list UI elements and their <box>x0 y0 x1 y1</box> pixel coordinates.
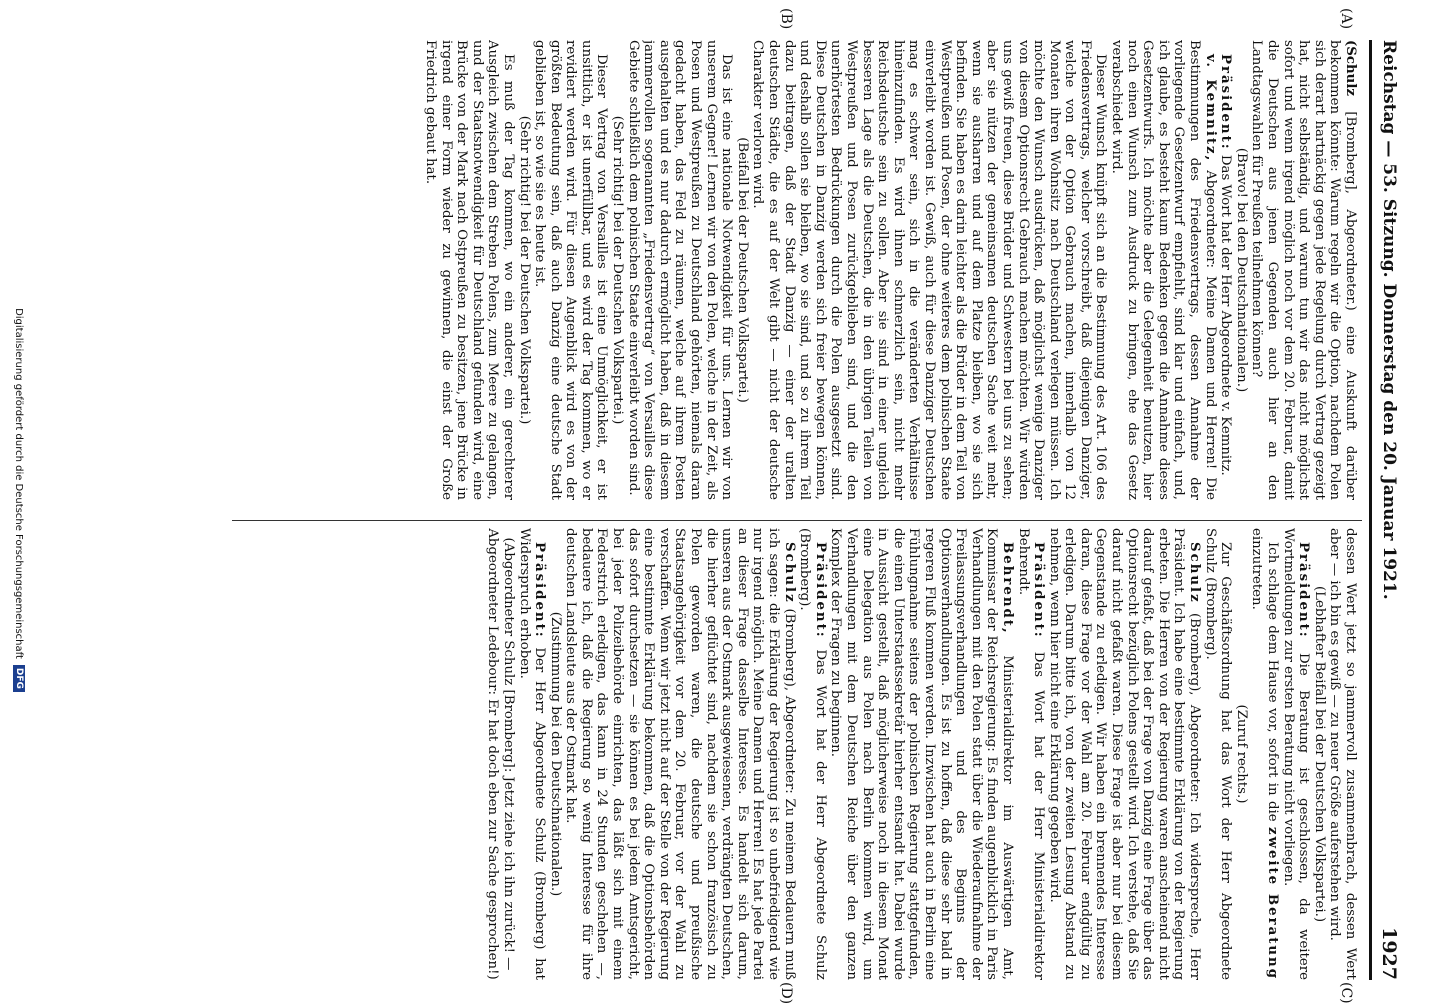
paragraph <box>797 528 828 980</box>
margin-marker-b: (B) <box>778 8 794 30</box>
speaker-name: Schulz <box>1187 542 1203 604</box>
margin-marker-d: (D) <box>778 982 794 1004</box>
margin-marker-c: (C) <box>1338 982 1354 1004</box>
right-column <box>208 528 1358 980</box>
paragraph-text: (Bromberg), Abgeordneter: Zu meinem Bedauern muß ich sagen: die Erklärung der Regierung ist so unbefriedigend wie nur irgend möglich. Meine Damen und Herren! Es hat jede Partei an dieser Frage dasselbe Interesse. Es handelt sich darum, unseren aus der Ostmark ausgewiesenen, verdrängten Deutschen, die hierher geflüchtet sind, nachdem sie schon französisch zu Polen geworden waren, die deutsche und preußische Staatsangehörigkeit vor dem 20. Februar, vor der Wahl zu verschaffen. Wenn wir jetzt nicht auf der Stelle von der Regierung eine bestimmte Erklärung bekommen, daß die Optionsbehörden das sofort durchsetzen — sie können es bei jedem Amtsgericht, bei jeder Polizeibehörde einrichten, das läßt sich mit einem Federstrich erledigen, das kann in 24 Stunden geschehen —, bedauere ich, daß die Regierung so wenig Interesse für ihre deutschen Landsleute aus der Ostmark hat. <box>563 528 797 980</box>
speaker-name: Präsident: <box>1296 542 1312 639</box>
paragraph <box>1249 40 1358 500</box>
reaction: (Abgeordneter Schulz [Bromberg]: Jetzt ziehe ich ihn zurück! — Abgeordneter Ledebour: Er hat doch eben zur Sache gesprochen!) <box>485 528 516 980</box>
paragraph <box>1015 528 1046 980</box>
paragraph <box>1218 40 1234 500</box>
left-column <box>208 40 1358 500</box>
paragraph-text: Das Wort hat der Herr Abgeordnete Schulz (Bromberg). <box>797 528 828 980</box>
speaker-name: Präsident: <box>1218 54 1234 151</box>
paragraph-text: [Bromberg], Abgeordneter.) eine Auskunft darüber bekommen könnte: Warum regeln wir die Option, nachdem Polen sich derart hartnäckig gegen jede Regelung durch Vertrag gezeigt hat, nicht selbständig, und warum tun wir das nicht möglichst sofort und wenn irgend möglich noch vor dem 20. Februar, damit die Deutschen aus jenen Gegenden auch hier an den Landtagswahlen für Preußen teilnehmen können? <box>1249 40 1358 500</box>
page-number: 1927 <box>1378 927 1400 980</box>
paragraph: Dieser Vertrag von Versailles ist eine Unmöglichkeit, er ist unsittlich, er ist unerfüllbar, und es wird der Tag kommen, wo er revidiert werden wird. Für diesen Augenblick wird es von der größten Bedeutung sein, daß auch Danzig eine deutsche Stadt geblieben ist, so wie sie es heute ist. <box>532 40 610 500</box>
paragraph <box>1280 528 1311 980</box>
speaker-name: Behrendt, <box>999 542 1015 635</box>
speaker-name: Schulz <box>781 542 797 604</box>
paragraph-text: Das Wort hat der Herr Abgeordnete v. Kemnitz. <box>1218 154 1234 476</box>
paragraph <box>1046 528 1202 980</box>
reaction: (Sehr richtig! bei der Deutschen Volkspartei.) <box>516 115 532 425</box>
header-rule <box>1369 40 1372 980</box>
column-divider <box>232 520 1362 521</box>
reaction: (Zustimmung bei den Deutschnationalen.) <box>547 611 563 897</box>
paragraph <box>516 528 547 980</box>
paragraph-text: Das Wort hat der Herr Ministerialdirektor Behrendt. <box>1015 528 1047 980</box>
reaction: (Bravo! bei den Deutschnationalen.) <box>1233 147 1249 393</box>
paragraph: Zur Geschäftsordnung hat das Wort der Herr Abgeordnete Schulz (Bromberg). <box>1202 528 1234 980</box>
paragraph-text: Die Beratung ist geschlossen, da weitere Wortmeldungen zur ersten Beratung nicht vorliegen. <box>1280 528 1312 980</box>
reaction: (Sehr richtig! bei der Deutschen Volkspartei.) <box>610 115 626 425</box>
paragraph: Das ist eine nationale Notwendigkeit für uns. Lernen wir von unserem Gegner! Lernen wir von den Polen, welche in der Zeit, als Posen und Westpreußen zu Deutschland gehörten, niemals daran gedacht haben, das Feld zu räumen, welche auf ihrem Posten ausgehalten und es nur dadurch ermöglicht haben, daß in diesem jammervollen sogenannten „Friedensvertrag“ von Versailles diese Gebiete schließlich dem polnischen Staate einverleibt worden sind. <box>625 40 735 500</box>
speaker-name: Präsident: <box>1031 542 1047 639</box>
reaction: (Beifall bei der Deutschen Volkspartei.) <box>734 137 750 403</box>
speaker-name: (Schulz <box>1343 40 1358 96</box>
emphasis: zweite Beratung <box>1265 827 1281 980</box>
paragraph-text: Abgeordneter: Meine Damen und Herren! Die Bestimmungen des Friedensvertrags, dessen Annahme der vorliegende Gesetzentwurf empfiehlt, sind klar und einfach, und, ich glaube, es besteht kaum Bedenken gegen die Annahme dieses Gesetzentwurfs. Ich möchte aber die Gelegenheit benutzen, hier noch einen Wunsch zum Ausdruck zu bringen, ehe das Gesetz verabschiedet wird. <box>1109 40 1218 500</box>
paragraph-text: Ministerialdirektor im Auswärtigen Amt, Kommissar der Reichsregierung: Es finden augenblicklich in Paris Verhandlungen mit den Polen statt über die Wiederaufnahme der Freilassungsverhandlungen und des Beginns der Optionsverhandlungen. Es ist zu hoffen, daß diese sehr bald in regeren Fluß kommen werden. Inzwischen hat auch in Berlin eine Fühlungnahme seitens der polnischen Regierung stattgefunden, die einen Unterstaatssekretär hierher entsandt hat. Dabei wurde in Aussicht gestellt, daß möglicherweise noch in diesem Monat eine Delegation aus Polen nach Berlin kommen wird, um Verhandlungen mit dem Deutschen Reiche über den ganzen Komplex der Fragen zu beginnen. <box>828 528 1015 980</box>
header-title: Reichstag — 53. Sitzung. Donnerstag den 20. Januar 1921. <box>1379 40 1399 600</box>
paragraph: dessen Wert jetzt so jammervoll zusammenbrach, dessen Wert aber — ich bin es gewiß — zu neuer Größe auferstehen wird. <box>1327 528 1358 980</box>
paragraph-text: (Bromberg), Abgeordneter: Ich widerspreche, Herr Präsident. Ich habe eine bestimmte Erklärung von der Regierung erbeten. Die Herren von der Regierung waren anscheinend nicht darauf gefaßt, daß bei der Frage von Danzig eine Frage über das Optionsrecht bezüglich Polens gestellt wird. Ich verstehe, daß Sie darauf nicht gefaßt waren. Diese Frage ist aber nur bei diesem Gegenstande zu erledigen. Wir haben ein brennendes Interesse daran, diese Frage vor der Wahl am 20. Februar endgültig zu erledigen. Darum bitte ich, von der zweiten Lesung Abstand zu nehmen, wenn hier nicht eine Erklärung gegeben wird. <box>1046 528 1203 980</box>
margin-marker-a: (A) <box>1338 8 1354 30</box>
speaker-name: v. Kemnitz, <box>1202 54 1218 163</box>
paragraph <box>828 528 1015 980</box>
dfg-logo: DFG <box>13 665 25 692</box>
paragraph <box>1249 528 1280 980</box>
reaction: (Zuruf rechts.) <box>1233 704 1249 804</box>
paragraph <box>563 528 797 980</box>
page-header <box>1374 40 1404 980</box>
paragraph: Dieser Wunsch knüpft sich an die Bestimmung des Art. 106 des Friedensvertrags, welcher vorschreibt, daß diejenigen Danziger, welche von der Option Gebrauch machen, innerhalb von 12 Monaten ihren Wohnsitz nach Deutschland verlegen müssen. Ich möchte den Wunsch ausdrücken, daß möglichst wenige Danziger von diesem Optionsrecht Gebrauch machen möchten. Wir würden uns gewiß freuen, diese Brüder und Schwestern bei uns zu sehen; aber sie nützen der gemeinsamen deutschen Sache weit mehr, wenn sie ausharren und auf dem Platze bleiben, wo sie sich befinden. Sie haben es darin leichter als die Brüder in dem Teil von Westpreußen und Posen, der ohne weiteres dem polnischen Staate einverleibt worden ist. Gewiß, auch für diese Danziger Deutschen mag es schwer sein, sich in die veränderten Verhältnisse hineinzufinden. Es wird ihnen schmerzlich sein, nicht mehr Reichsdeutsche sein zu sollen. Aber sie sind in einer ungleich besseren Lage als die Deutschen, die in den übrigen Teilen von Westpreußen und Posen zurückgeblieben sind, und die den unerhörtesten Bedrückungen durch die Polen ausgesetzt sind. Diese Deutschen in Danzig werden sich freier bewegen können, und deshalb sollen sie bleiben, wo sie sind, und so zu ihrem Teil dazu beitragen, daß der Stadt Danzig — einer der uralten deutschen Städte, die es auf der Welt gibt — nicht der deutsche Charakter verloren wird. <box>750 40 1109 500</box>
speaker-name: Präsident: <box>532 542 548 639</box>
paragraph-text: Der Herr Abgeordnete Schulz (Bromberg) hat Widerspruch erhoben. <box>516 528 548 980</box>
paragraph-text: Ich schlage dem Hause vor, sofort in die <box>1265 542 1281 822</box>
speaker-name: Präsident: <box>812 542 828 639</box>
paragraph <box>1109 40 1218 500</box>
reaction: (Lebhafter Beifall bei der Deutschen Volkspartei.) <box>1311 585 1327 923</box>
paragraph: Es muß der Tag kommen, wo ein anderer, ein gerechterer Ausgleich zwischen dem Streben Polens, zum Meere zu gelangen, und der Staatsnotwendigkeit für Deutschland gefunden wird, eine Brücke von der Mark nach Ostpreußen zu besitzen, jene Brücke in irgend einer Form wieder zu gewinnen, die einst der Große Friedrich gebaut hat. <box>422 40 516 500</box>
digitization-footer <box>8 0 30 1000</box>
footer-text: Digitalisierung gefördert durch die Deutsche Forschungsgemeinschaft <box>13 308 25 659</box>
paragraph-text: einzutreten. <box>1249 528 1265 610</box>
